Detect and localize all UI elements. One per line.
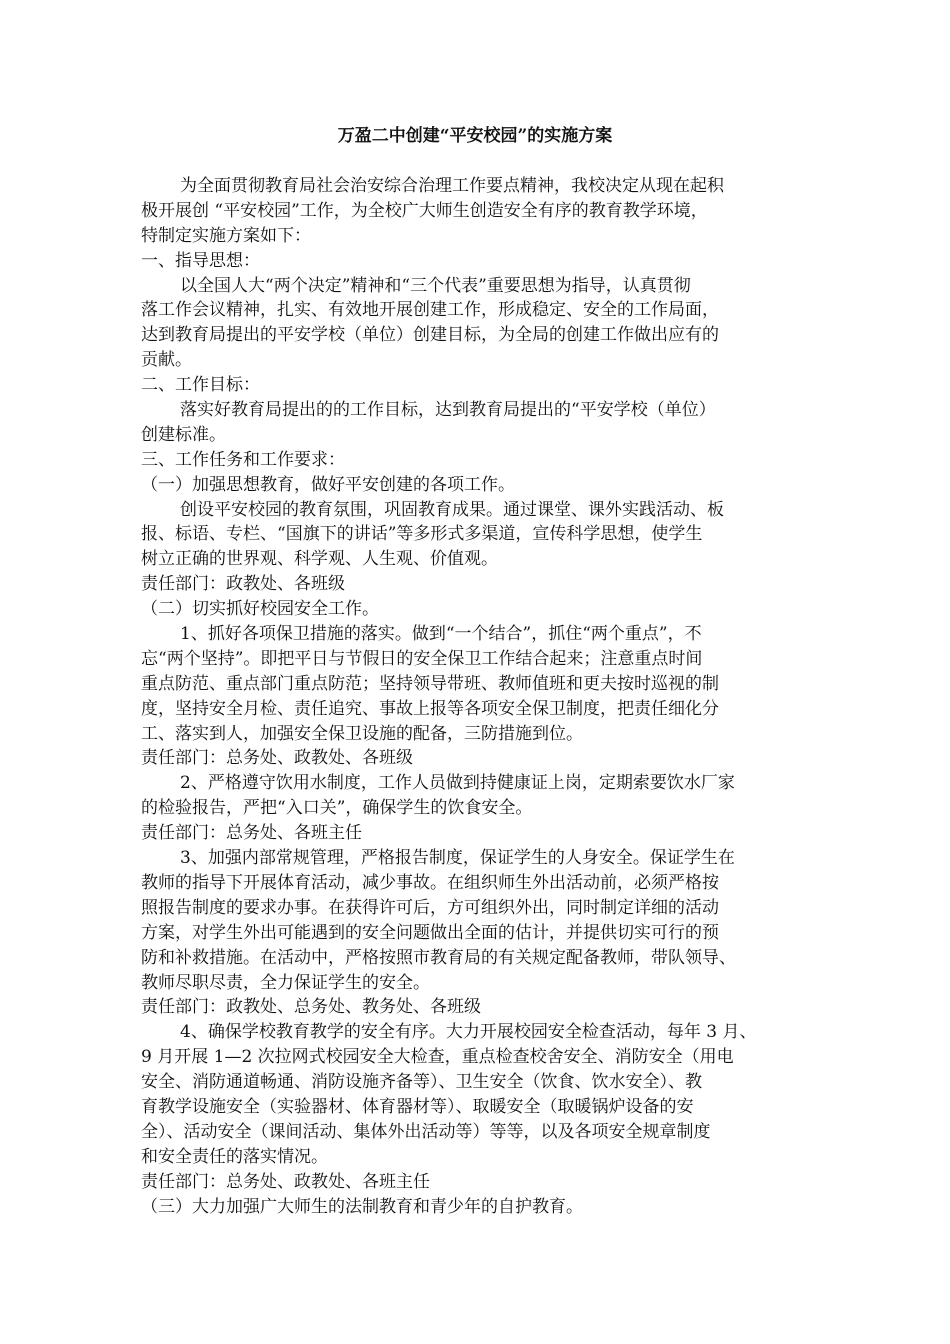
text-line: 创设平安校园的教育氛围，巩固教育成果。通过课堂、课外实践活动、板 (180, 499, 724, 520)
text-line: 工、落实到人，加强安全保卫设施的配备，三防措施到位。 (141, 723, 583, 744)
text-line: 报、标语、专栏、“国旗下的讲话”等多形式多渠道，宣传科学思想，使学生 (141, 524, 703, 545)
text-line: 4、确保学校教育教学的安全有序。大力开展校园安全检查活动，每年 3 月、 (180, 1022, 757, 1043)
text-line: 1、抓好各项保卫措施的落实。做到“一个结合”，抓住“两个重点”，不 (180, 624, 702, 645)
text-line: （三）大力加强广大师生的法制教育和青少年的自护教育。 (141, 1196, 583, 1217)
text-line: 度，坚持安全月检、责任追究、事故上报等各项安全保卫制度，把责任细化分 (141, 698, 719, 719)
text-line: 防和补救措施。在活动中，严格按照市教育局的有关规定配备教师，带队领导、 (141, 947, 736, 968)
text-line: 育教学设施安全（实验器材、体育器材等）、取暖安全（取暖锅炉设备的安 (141, 1096, 694, 1117)
text-line: 2、严格遵守饮用水制度，工作人员做到持健康证上岗，定期索要饮水厂家 (180, 773, 735, 794)
text-line: 责任部门：总务处、政教处、各班级 (141, 748, 413, 769)
text-line: 以全国人大“两个决定”精神和“三个代表”重要思想为指导，认真贯彻 (180, 275, 691, 296)
text-line: 的检验报告，严把“入口关”，确保学生的饮食安全。 (141, 798, 533, 819)
text-line: 方案，对学生外出可能遇到的安全问题做出全面的估计，并提供切实可行的预 (141, 922, 719, 943)
text-line: （二）切实抓好校园安全工作。 (141, 599, 379, 620)
text-line: 教师尽职尽责，全力保证学生的安全。 (141, 972, 430, 993)
text-line: 责任部门：政教处、总务处、教务处、各班级 (141, 997, 481, 1018)
text-line: 落工作会议精神，扎实、有效地开展创建工作，形成稳定、安全的工作局面， (141, 300, 719, 321)
text-line: 9 月开展 1—2 次拉网式校园安全大检查，重点检查校舍安全、消防安全（用电 (141, 1047, 734, 1068)
document-title: 万盈二中创建“平安校园”的实施方案 (337, 126, 613, 146)
text-line: 极开展创 “平安校园”工作，为全校广大师生创造安全有序的教育教学环境， (141, 200, 708, 221)
text-line: 照报告制度的要求办事。在获得许可后，方可组织外出，同时制定详细的活动 (141, 897, 719, 918)
text-line: 一、指导思想： (141, 250, 260, 271)
text-line: 重点防范、重点部门重点防范；坚持领导带班、教师值班和更夫按时巡视的制 (141, 673, 719, 694)
text-line: 忘“两个坚持”。即把平日与节假日的安全保卫工作结合起来；注意重点时间 (141, 648, 703, 669)
text-line: 为全面贯彻教育局社会治安综合治理工作要点精神，我校决定从现在起积 (180, 176, 724, 196)
document-body (141, 174, 821, 1219)
text-line: 贡献。 (141, 350, 192, 371)
text-line: 和安全责任的落实情况。 (141, 1146, 328, 1167)
text-line: 特制定实施方案如下： (141, 225, 311, 246)
text-line: 全）、活动安全（课间活动、集体外出活动等）等等，以及各项安全规章制度 (141, 1121, 711, 1142)
text-line: 达到教育局提出的平安学校（单位）创建目标，为全局的创建工作做出应有的 (141, 325, 719, 346)
text-line: 三、工作任务和工作要求： (141, 449, 345, 470)
text-line: 创建标准。 (141, 424, 226, 445)
text-line: 树立正确的世界观、科学观、人生观、价值观。 (141, 549, 498, 570)
text-line: 落实好教育局提出的的工作目标，达到教育局提出的“平安学校（单位） (180, 400, 716, 421)
text-line: 二、工作目标： (141, 375, 260, 396)
text-line: 责任部门：总务处、各班主任 (141, 823, 362, 844)
text-line: 责任部门：政教处、各班级 (141, 574, 345, 595)
text-line: 3、加强内部常规管理，严格报告制度，保证学生的人身安全。保证学生在 (180, 848, 735, 869)
text-line: 安全、消防通道畅通、消防设施齐备等）、卫生安全（饮食、饮水安全）、教 (141, 1072, 702, 1093)
text-line: 教师的指导下开展体育活动，减少事故。在组织师生外出活动前，必须严格按 (141, 872, 719, 893)
text-line: （一）加强思想教育，做好平安创建的各项工作。 (141, 474, 515, 495)
text-line: 责任部门：总务处、政教处、各班主任 (141, 1171, 430, 1192)
